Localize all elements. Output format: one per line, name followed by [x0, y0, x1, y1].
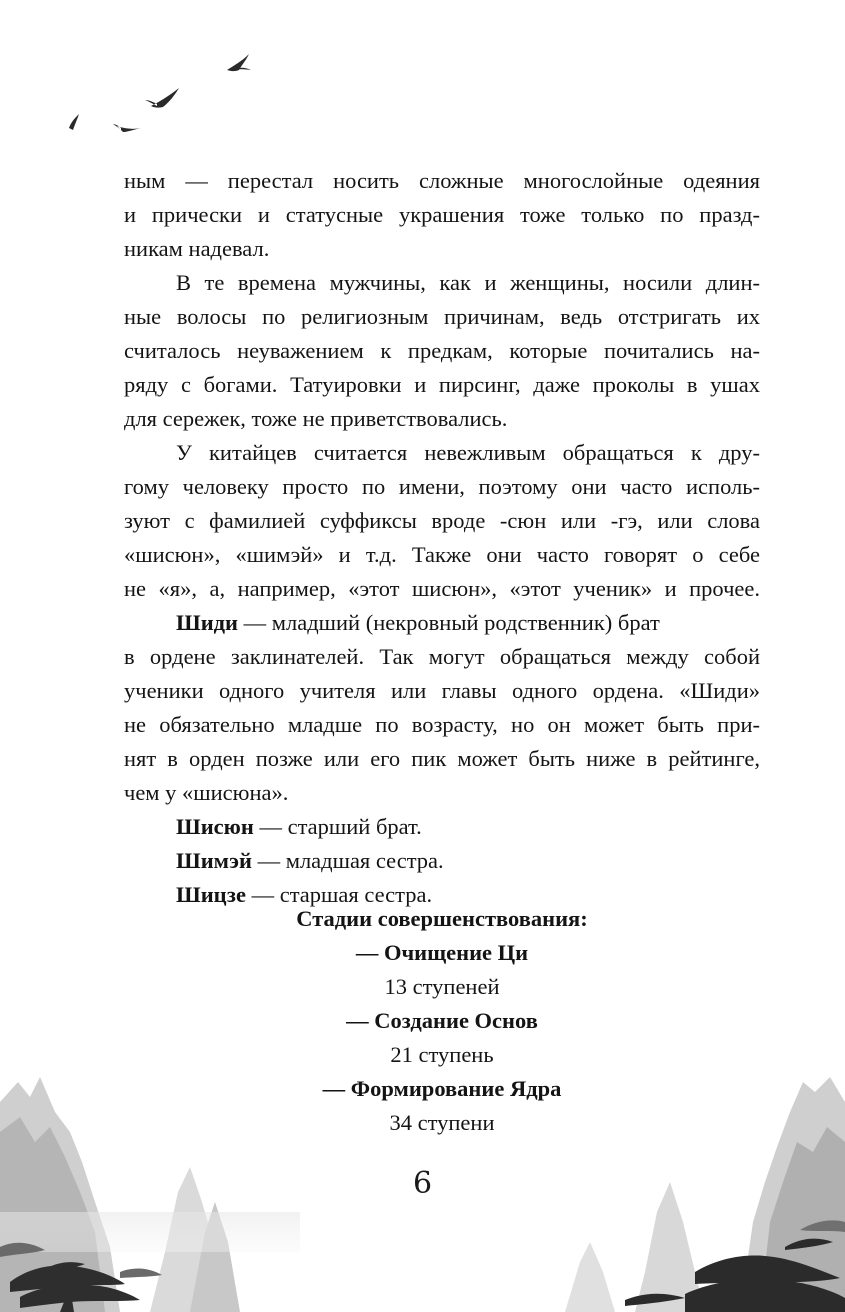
term-shimei: Шимэй: [176, 848, 252, 873]
text-line: не обязательно младше по возрасту, но он может быть при-: [124, 712, 760, 737]
term-shimei-entry: [124, 844, 760, 878]
text-line: [124, 844, 760, 878]
text-line: чем у «шисюна».: [124, 780, 289, 805]
bird-2: [145, 88, 179, 108]
text-line: У китайцев считается невежливым обращаться к дру-: [176, 440, 760, 465]
birds-illustration: [55, 40, 275, 150]
text-line: считалось неуважением к предкам, которые почитались на-: [124, 338, 760, 363]
term-shimei-definition: — младшая сестра.: [251, 848, 444, 873]
bird-1: [227, 54, 251, 71]
landscape-right-illustration: [545, 1072, 845, 1312]
text-line: гому человеку просто по имени, поэтому они часто исполь-: [124, 474, 760, 499]
text-line: нят в орден позже или его пик может быть ниже в рейтинге,: [124, 746, 760, 771]
landscape-left-illustration: [0, 1072, 300, 1312]
stage-steps: 21 ступень: [390, 1042, 494, 1067]
page-number: 6: [412, 1166, 433, 1201]
term-shidi-definition: — младший (некровный родственник) брат: [238, 610, 660, 635]
term-shijie-definition: — старшая сестра.: [245, 882, 433, 907]
stage-name: — Создание Основ: [346, 1008, 538, 1033]
text-line: ученики одного учителя или главы одного ордена. «Шиди»: [124, 678, 760, 703]
term-shijie: Шицзе: [176, 882, 246, 907]
text-line: [124, 606, 760, 640]
text-line: никам надевал.: [124, 236, 270, 261]
bird-3: [113, 124, 141, 132]
stage-name: — Формирование Ядра: [322, 1076, 562, 1101]
paragraph-shidi: [124, 606, 760, 810]
text-line: и прически и статусные украшения тоже только по празд-: [124, 202, 760, 227]
stages-heading: Стадии совершенствования:: [296, 906, 588, 931]
term-shisyun: Шисюн: [176, 814, 254, 839]
paragraph-address: [124, 436, 760, 606]
paragraph-continued: [124, 164, 760, 266]
stage-steps: 34 ступени: [389, 1110, 495, 1135]
main-text: [124, 164, 760, 912]
text-line: ные волосы по религиозным причинам, ведь отстригать их: [124, 304, 760, 329]
text-line: ряду с богами. Татуировки и пирсинг, даже проколы в ушах: [124, 372, 760, 397]
term-shisyun-definition: — старший брат.: [253, 814, 422, 839]
stage-steps: 13 ступеней: [384, 974, 500, 999]
text-line: зуют с фамилией суффиксы вроде -сюн или -гэ, или слова: [124, 508, 760, 533]
term-shidi: Шиди: [176, 610, 239, 635]
text-line: ным — перестал носить сложные многослойные одеяния: [124, 168, 760, 193]
text-line: «шисюн», «шимэй» и т.д. Также они часто говорят о себе: [124, 542, 760, 567]
text-line: в ордене заклинателей. Так могут обращаться между собой: [124, 644, 760, 669]
term-shisyun-entry: [124, 810, 760, 844]
bird-4: [69, 114, 79, 130]
paragraph-hair: [124, 266, 760, 436]
stage-name: — Очищение Ци: [355, 940, 529, 965]
text-line: для сережек, тоже не приветствовались.: [124, 406, 508, 431]
text-line: не «я», а, например, «этот шисюн», «этот ученик» и прочее.: [124, 576, 760, 601]
text-line: [124, 810, 760, 844]
text-line: В те времена мужчины, как и женщины, носили длин-: [176, 270, 760, 295]
